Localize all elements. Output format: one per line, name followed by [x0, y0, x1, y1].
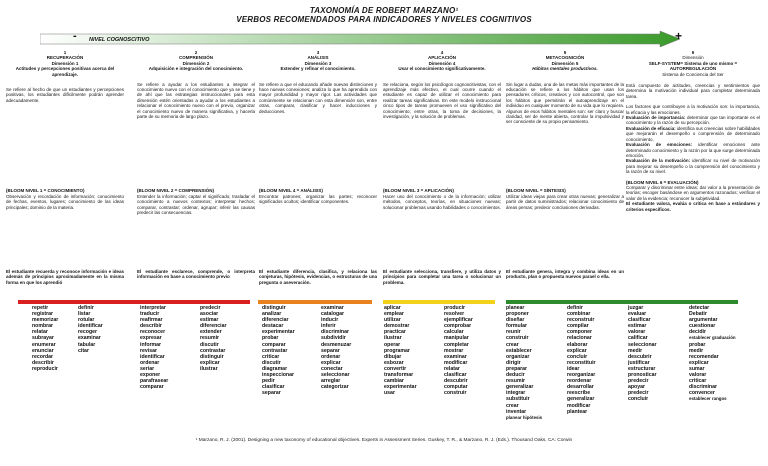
verb-item: concluir: [567, 353, 588, 360]
bloom-level: (BLOOM NIVEL 3 = APLICACIÓN): [383, 188, 454, 193]
verb-item: probar: [689, 341, 706, 348]
evaluation-efficacy: [626, 126, 760, 142]
verb-item: producir: [444, 305, 466, 311]
verb-list: [444, 305, 473, 396]
bloom-level: (BLOOM NIVEL = SÍNTESIS): [506, 188, 566, 193]
verb-item: seleccionar: [628, 341, 657, 348]
verb-item: reafirmar: [140, 317, 163, 324]
verb-item: modificar: [567, 402, 591, 409]
column-description-2: Los factores que contribuyen a la motivación son: la importancia, la eficacia y las emociones.: [626, 104, 760, 115]
verb-item: establecer graduación: [689, 335, 736, 341]
verb-item: integrar: [506, 390, 526, 397]
verb-item: preparar: [506, 365, 528, 372]
column-name: COMPRENSIÓN: [178, 55, 213, 61]
verb-item: criticar: [262, 353, 280, 360]
verb-item: ilustrar: [200, 365, 218, 372]
verb-item: descubrir: [444, 378, 468, 385]
column-name: RECUPERACIÓN: [46, 55, 84, 61]
verb-item: clasificar: [262, 384, 285, 391]
verb-item: diferenciar: [262, 317, 289, 324]
verb-item: idear: [567, 365, 580, 372]
verb-item: computar: [444, 384, 468, 391]
verb-item: ejemplificar: [444, 317, 473, 324]
verb-item: explicar: [689, 359, 709, 366]
verb-item: medir: [628, 347, 643, 354]
column-dimension: Dimensión 3: [304, 60, 332, 66]
verb-item: estructurar: [628, 365, 656, 372]
verb-item: discriminar: [321, 329, 349, 336]
scale-plus: +: [675, 29, 683, 43]
verb-list: [628, 305, 657, 403]
column-dimension: SELF-SYSTEM= Sistema de uno mismo = AUTORREGULACIÓN: [648, 60, 738, 72]
verb-item: estimar: [628, 323, 647, 330]
verb-item: distinguir: [200, 353, 224, 360]
verb-item: inferir: [321, 323, 336, 330]
verb-item: valorar: [628, 329, 646, 336]
verb-item: clasificar: [628, 317, 651, 324]
verb-item: relatar: [444, 365, 460, 372]
column-metacognicion: [506, 50, 624, 280]
verb-item: reunir: [506, 329, 521, 336]
verb-item: componer: [567, 329, 593, 336]
verb-item: ordenar: [321, 353, 341, 360]
verb-item: convertir: [384, 365, 407, 372]
verb-item: combinar: [567, 311, 591, 318]
verb-item: explicar: [567, 347, 587, 354]
verb-item: distinguir: [262, 305, 286, 311]
verb-item: decidir: [689, 329, 707, 336]
verb-item: probar: [262, 335, 279, 342]
verb-item: deducir: [506, 372, 525, 379]
verb-item: recoger: [78, 329, 98, 336]
verb-item: detectar: [689, 305, 710, 311]
verb-item: extender: [200, 329, 222, 336]
bloom-level: (BLOOM NIVEL 2 = COMPRENSIÓN): [137, 188, 215, 193]
verb-item: expresar: [140, 335, 162, 342]
verb-item: discutir: [262, 359, 281, 366]
column-number: 3: [316, 50, 320, 55]
verb-item: completar: [444, 341, 469, 348]
verb-item: recomendar: [689, 353, 719, 360]
verb-item: rotular: [78, 317, 95, 324]
evaluation-emotions: [626, 142, 760, 158]
cognitive-level-label: NIVEL COGNOSCITIVO: [89, 37, 150, 43]
evaluation-emotions-label: Evaluación de emociones:: [626, 142, 693, 148]
verb-item: definir: [567, 305, 583, 311]
verb-item: modificar: [444, 359, 468, 366]
title-line-1: TAXONOMÍA DE ROBERT MARZANO¹: [309, 6, 459, 15]
bloom-level: (BLOOM NIVEL 1 = CONOCIMIENTO): [6, 188, 85, 193]
verb-item: destacar: [262, 323, 284, 330]
verb-item: diseñar: [506, 317, 525, 324]
color-bar-green: [506, 300, 738, 304]
verb-item: demostrar: [384, 323, 410, 330]
verb-item: explicar: [321, 359, 341, 366]
verb-item: reproducir: [32, 365, 58, 372]
column-number: 6: [691, 50, 695, 55]
verb-item: predecir: [628, 378, 649, 385]
verb-item: elaborar: [567, 341, 588, 348]
column-name: ANÁLISIS: [307, 55, 329, 61]
evaluation-emotions-text: identificar emociones ante determinado conocimiento y la razón por la que surge determinada emoción.: [626, 142, 760, 158]
verb-item: organizar: [506, 353, 530, 360]
verb-item: recordar: [32, 353, 54, 360]
column-number: 1: [63, 50, 67, 55]
title-line-2: VERBOS RECOMENDADOS PARA INDICADORES Y NIVELES COGNITIVOS: [236, 15, 532, 24]
verb-item: exponer: [140, 372, 161, 379]
column-subtitle: Adquisición e integración del conocimiento.: [148, 66, 244, 72]
verb-item: argumentar: [689, 317, 718, 324]
verb-item: desmenuzar: [321, 341, 352, 348]
student-summary: El estudiante esclarece, comprende, o interpreta información en base a conocimiento previo: [137, 269, 255, 280]
student-summary: El estudiante valora, evalúa o critica en base a estándares y criterios específicos.: [626, 201, 760, 212]
color-bar-yellow: [383, 300, 495, 304]
verb-item: nombrar: [32, 323, 54, 330]
column-comprension: [137, 50, 255, 280]
verb-item: valorar: [689, 372, 707, 379]
evaluation-efficacy-label: Evaluación de eficacia:: [626, 125, 676, 131]
verb-item: calificar: [628, 335, 648, 342]
column-subtitle: Usar el conocimiento significativamente.: [398, 66, 486, 72]
verb-item: subdividir: [321, 335, 346, 342]
verb-item: describir: [140, 323, 162, 330]
verb-item: contrastar: [200, 347, 226, 354]
verb-item: resumir: [200, 335, 220, 342]
evaluation-importance-text: determinar que tan importante es el conocimiento y la razón de su percepción.: [626, 115, 760, 126]
verb-item: comprobar: [444, 323, 472, 330]
verb-item: revisar: [140, 347, 158, 354]
student-summary: El estudiante diferencia, clasifica, y relaciona las conjeturas, hipótesis, evidencias, o estructuras de una pregunta o aseveración.: [259, 269, 377, 285]
verb-item: estimar: [200, 317, 219, 324]
column-dimension: Dimensión 1: [51, 60, 79, 66]
verb-item: utilizar: [384, 317, 401, 324]
verb-item: concluir: [628, 396, 649, 403]
verb-item: convencer: [689, 390, 715, 397]
verb-list: [200, 305, 227, 372]
column-name: APLICACIÓN: [428, 55, 456, 61]
verb-item: inventar: [506, 408, 527, 415]
verb-item: crear: [506, 341, 519, 348]
verb-item: contrastar: [262, 347, 288, 354]
verb-item: definir: [78, 305, 94, 311]
verb-item: proponer: [506, 311, 529, 318]
verb-item: discutir: [200, 341, 219, 348]
column-description: Está compuesto de actitudes, creencias y sentimientos que determina la motivación individual para completar determinada tarea.: [626, 83, 760, 99]
bloom-level: (BLOOM NIVEL 4 = ANÁLISIS): [259, 188, 323, 193]
verb-item: enunciar: [32, 347, 54, 354]
verb-item: tabular: [78, 341, 96, 348]
verb-item: relacionar: [567, 335, 592, 342]
verb-item: examinar: [444, 353, 467, 360]
verb-item: explicar: [200, 359, 220, 366]
evaluation-importance: [626, 115, 760, 126]
verb-item: resolver: [444, 311, 465, 318]
verb-item: examinar: [78, 335, 101, 342]
verb-item: reescribe: [567, 390, 591, 397]
verb-item: evaluar: [628, 311, 647, 318]
bloom-description: Hacer uso del conocimiento o de la información; utilizar métodos, conceptos, teorías, en situaciones nuevas; solucionar problemas usando habilidades o conocimientos.: [383, 194, 501, 210]
verb-item: catalogar: [321, 311, 345, 318]
verb-item: cambiar: [384, 378, 404, 385]
column-recuperacion: [6, 50, 124, 285]
student-summary: El estudiante recuerda y reconoce información e ideas además de principios aproximadamente en la misma forma en que los aprendió: [6, 269, 124, 285]
verb-item: experimentar: [384, 384, 417, 391]
column-description: Sin lugar a dudas, una de las metas más importantes de la educación se refiere a los hábitos que usan los pensadores críticos, creativos y con autocontrol, que son los hábitos que permitirán el autoaprendizaje en el individuo en cualquier momento de su vida que lo requiera. Algunos de esos hábitos mentales son: ser claro y buscar claridad, ser de mente abierta, controlar la impulsividad y ser consciente de su propio pensamiento.: [506, 81, 624, 125]
verb-list: [689, 305, 736, 403]
evaluation-motivation-label: Evaluación de la motivación:: [626, 158, 691, 164]
verb-item: dibujar: [384, 353, 402, 360]
verb-list: [384, 305, 417, 396]
verb-item: justificar: [628, 359, 650, 366]
verb-item: transformar: [384, 372, 414, 379]
verb-item: criticar: [689, 378, 707, 385]
verb-item: inspeccionar: [262, 372, 295, 379]
column-number: 4: [440, 50, 444, 55]
bloom-description: Encontrar patrones; organizar las partes; reconocer significados ocultos; identificar componentes.: [259, 194, 377, 205]
verb-list: [506, 305, 542, 421]
verb-item: operar: [384, 341, 401, 348]
verb-item: seriar: [140, 365, 155, 372]
verb-item: ordenar: [140, 359, 160, 366]
verb-item: describir: [32, 359, 54, 366]
verb-list: [78, 305, 103, 354]
verb-item: formular: [506, 323, 528, 330]
verb-list: [140, 305, 168, 390]
verb-item: reorganizar: [567, 372, 596, 379]
verb-item: reconstruir: [567, 317, 595, 324]
evaluation-importance-label: Evaluación de importancia:: [626, 115, 686, 121]
verb-item: experimentar: [262, 329, 295, 336]
column-aplicacion: [383, 50, 501, 285]
verb-item: parafrasear: [140, 378, 169, 385]
verb-item: diferenciar: [200, 323, 227, 330]
verb-item: comparar: [262, 341, 286, 348]
verb-item: reordenar: [567, 378, 592, 385]
verb-item: separar: [262, 390, 281, 397]
verb-item: ilustrar: [384, 335, 402, 342]
verb-item: examinar: [321, 305, 344, 311]
verb-item: cuestionar: [689, 323, 716, 330]
verb-item: citar: [78, 347, 89, 354]
column-subtitle: Extender y refinar el conocimiento.: [280, 66, 356, 72]
verb-item: planear: [506, 305, 525, 311]
verb-item: reconocer: [140, 329, 166, 336]
verb-item: juzgar: [628, 305, 644, 311]
color-bar-orange: [258, 300, 372, 304]
verb-list: [567, 305, 596, 415]
verb-item: pronosticar: [628, 372, 657, 379]
verb-item: listar: [78, 311, 91, 318]
column-autorregulacion: [626, 50, 760, 212]
column-description: Se refiere a ayudar a los estudiantes a integrar el conocimiento nuevo con el conocimiento que ya se tiene y de ahí que las estrategias instruccionales para esta dimensión estén orientadas a ayudar a los estudiantes a relacionar el conocimiento nuevo con el previo, organizar el conocimiento nuevo de manera significativa, y hacerla parte de su memoria de largo plazo.: [137, 81, 255, 120]
verb-item: clasificar: [444, 372, 467, 379]
verb-item: relatar: [32, 329, 48, 336]
verb-item: resumir: [506, 378, 526, 385]
bloom-level: (BLOOM NIVEL 6 = EVALUACIÓN): [626, 179, 699, 185]
verb-item: emplear: [384, 311, 404, 318]
verb-item: calcular: [444, 329, 464, 336]
verb-item: apoyar: [628, 384, 646, 391]
verb-item: predecir: [628, 390, 649, 397]
verb-item: diagramar: [262, 365, 288, 372]
verb-item: arreglar: [321, 378, 341, 385]
verb-item: inducir: [321, 317, 339, 324]
verb-list: [262, 305, 295, 396]
bloom-description: Observación y recordación de información; conocimiento de fechas, eventos, lugares; conocimiento de las ideas principales; dominio de la materia.: [6, 194, 124, 210]
verb-item: substituir: [506, 396, 530, 403]
column-subtitle: Actitudes y percepciones positivas acerca del aprendizaje.: [15, 66, 115, 77]
column-subtitle: Sistema de Conciencia del Ser: [662, 71, 724, 77]
verb-item: practicar: [384, 329, 406, 336]
verb-item: interpretar: [140, 305, 166, 311]
verb-item: asociar: [200, 311, 219, 318]
verb-item: Debatir: [689, 311, 707, 318]
evaluation-motivation: [626, 158, 760, 174]
column-dimension: Dimensión 4: [428, 60, 456, 66]
column-subtitle: Hábitos mentales productivos.: [532, 66, 598, 72]
verb-list: [321, 305, 351, 390]
column-number: 2: [194, 50, 198, 55]
student-summary: El estudiante selecciona, transfiere, y utiliza datos y principios para completar una tarea o solucionar un problema.: [383, 269, 501, 285]
verb-item: planear hipótesis: [506, 414, 543, 420]
verb-item: informar: [140, 341, 162, 348]
verb-item: conectar: [321, 365, 343, 372]
column-dimension: Dimensión 5: [551, 60, 579, 66]
column-analisis: [259, 50, 377, 285]
verb-item: repetir: [32, 305, 49, 311]
verb-item: dirigir: [506, 359, 521, 366]
verb-list: [32, 305, 58, 372]
verb-item: manipular: [444, 335, 469, 342]
verb-item: compilar: [567, 323, 589, 330]
verb-item: enumerar: [32, 341, 56, 348]
verb-item: esbozar: [384, 359, 404, 366]
student-summary: El estudiante genera, integra y combina ideas en un producto, plan o propuesta nuevos parael o ella.: [506, 269, 624, 280]
verb-item: memorizar: [32, 317, 59, 324]
verb-item: descubrir: [628, 353, 652, 360]
column-dimension: Dimensión 2: [182, 60, 210, 66]
verb-item: pedir: [262, 378, 275, 385]
verb-item: seleccionar: [321, 372, 350, 379]
footnote: ¹ Marzano, R. J. (2001). Designing a new taxonomy of educational objectives. Experts in Assessment Series. Guskey, T. R., & Marzano, R. J. (Eds.). Thousand Oaks, CA: Corwin: [195, 438, 573, 443]
evaluation-motivation-text: identificar su nivel de motivación para mejorar su desempeño o la comprensión del conocimiento y la razón de su nivel.: [626, 158, 760, 175]
verb-item: identificar: [140, 353, 165, 360]
verb-item: desarrollar: [567, 384, 594, 391]
verb-item: discriminar: [689, 384, 717, 391]
verb-item: usar: [384, 390, 395, 397]
verb-item: crear: [506, 402, 519, 409]
verb-item: comparar: [140, 384, 164, 391]
verb-item: reconstituir: [567, 359, 596, 366]
verb-item: programar: [384, 347, 410, 354]
column-name: Dimensión: [682, 55, 704, 61]
verb-item: establecer: [506, 347, 532, 354]
bloom-description: Entender la información; captar el significado; trasladar el conocimiento a nuevos contextos; interpretar hechos; comparar, contrastar; ordenar, agrupar; inferir las causas predecir las consecuencias.: [137, 194, 255, 216]
column-description: Se relaciona, según los psicólogos cognoscitivistas, con el aprendizaje más efectivo, el cual ocurre cuando el estudiante es capaz de utilizar el conocimiento para realizar tareas significativas. En este modelo instruccional cinco tipos de tareas promueven el uso significativo del conocimiento; entre otras, la toma de decisiones, la investigación, y la solución de problemas.: [383, 81, 501, 120]
bloom-description: Utilizar ideas viejas para crear otras nuevas; generalizar a partir de datos suministrados; relacionar conocimiento de áreas persas; predecir conclusiones derivadas.: [506, 194, 624, 210]
bloom-description: Comparar y discriminar entre ideas; dar valor a la presentación de teorías; escoger basándose en argumentos razonados; verificar el valor de la evidencia; reconocer la subjetividad.: [626, 184, 760, 201]
verb-item: generalizar: [506, 384, 534, 391]
verb-item: plantear: [567, 408, 588, 415]
verb-item: aplicar: [384, 305, 401, 311]
verb-item: separar: [321, 347, 340, 354]
column-description: Se refiere a que el educando añade nuevas distinciones y hace nuevas conexiones; analiza lo que ha aprendido con mayor profundidad y mayor rigor. Las actividades que comúnmente se relacionan con esta dimensión son, entre otras, comparar, clasificar y hacer inducciones y deducciones.: [259, 81, 377, 114]
verb-item: categorizar: [321, 384, 349, 391]
scale-minus: -: [73, 30, 77, 42]
verb-item: construir: [506, 335, 529, 342]
verb-item: identificar: [78, 323, 103, 330]
column-number: 5: [563, 50, 567, 55]
column-description: Se refiere al hecho de que un estudiantes y percepciones positivas, los estudiantes difícilmente podrán aprender adecuadamente.: [6, 87, 124, 103]
color-bar-red: [18, 300, 250, 304]
verb-item: subrayar: [32, 335, 54, 342]
column-name: METACOGNICIÓN: [545, 55, 585, 61]
verb-item: establecer rangos: [689, 396, 727, 402]
verb-item: registrar: [32, 311, 54, 318]
verb-item: medir: [689, 347, 704, 354]
verb-item: mostrar: [444, 347, 464, 354]
verb-item: generalizar: [567, 396, 595, 403]
verb-item: predecir: [200, 305, 221, 311]
verb-item: sumar: [689, 365, 705, 372]
verb-item: construir: [444, 390, 467, 397]
evaluation-efficacy-text: identifica sus creencias sobre habilidades que mejorarán el desempeño o comprensión de determinado conocimiento.: [626, 125, 760, 142]
verb-item: traducir: [140, 311, 160, 318]
verb-item: analizar: [262, 311, 282, 318]
